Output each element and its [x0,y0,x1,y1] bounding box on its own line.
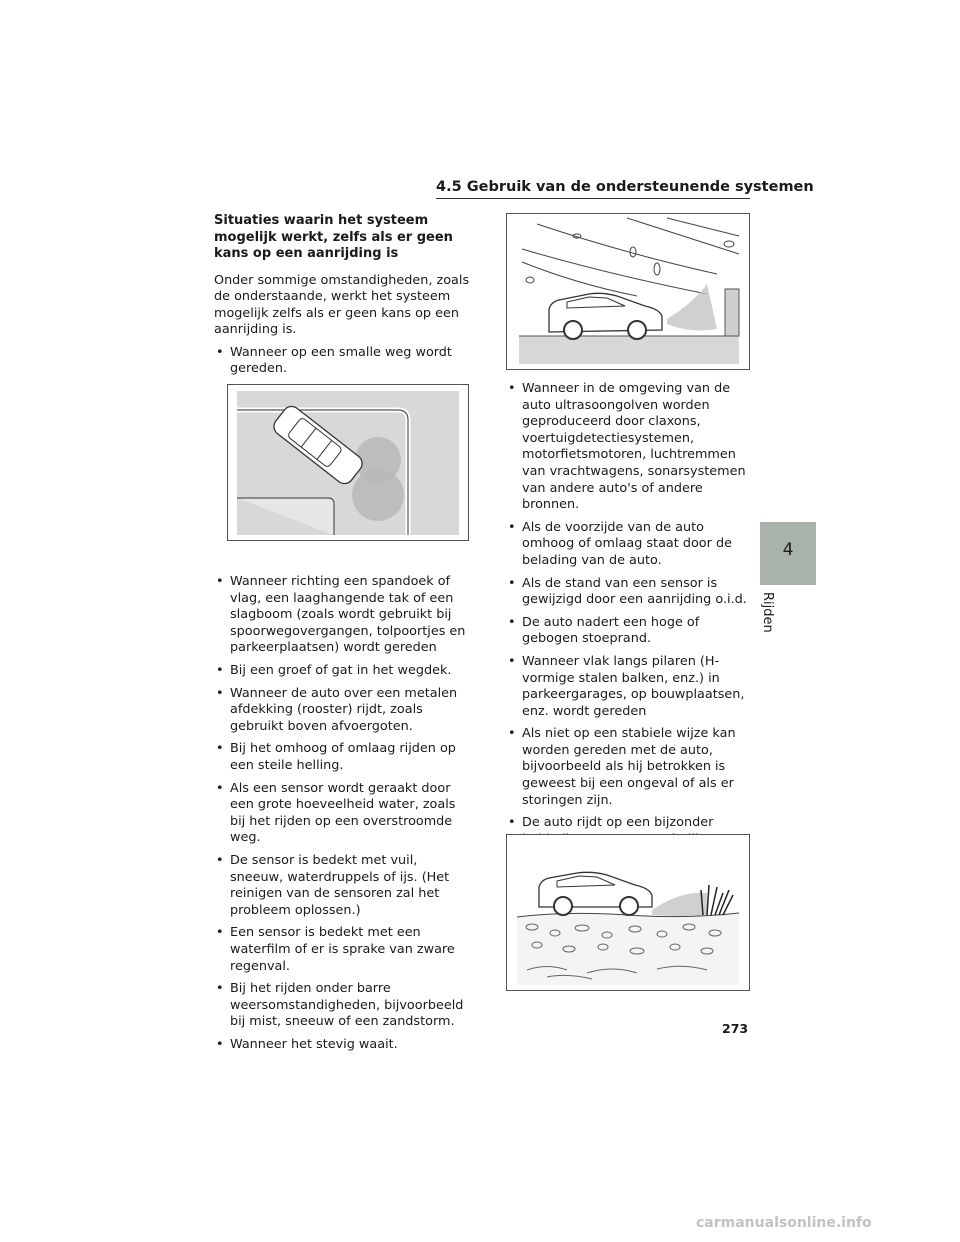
narrow-road-illustration [227,384,469,541]
list-item: • Wanneer in de omgeving van de auto ultrasoongolven worden geproduceerd door claxons, voertuigdetectiesystemen, motorfietsmotoren, luchtremmen van vrachtwagens, sonarsystemen van andere auto's of andere bronnen. [506,381,750,514]
list-item: • Een sensor is bedekt met een waterfilm of er is sprake van zware regenval. [214,925,470,975]
watermark: carmanualsonline.info [696,1215,872,1231]
car-icon [549,293,662,339]
car-icon [539,872,652,915]
list-item: • Als de stand van een sensor is gewijzigd door een aanrijding o.i.d. [506,576,750,609]
list-item: • Wanneer richting een spandoek of vlag, een laaghangende tak of een slagboom (zoals wordt gebruikt bij spoorwegovergangen, tolpoortjes en parkeerplaatsen) wordt gereden [214,574,470,657]
left-column [214,213,470,1060]
list-item: • Bij het rijden onder barre weersomstandigheden, bijvoorbeeld bij mist, sneeuw of een zandstorm. [214,981,470,1031]
chapter-label [760,592,780,652]
chapter-label-text: Rijden [760,592,775,633]
list-item: • De auto rijdt op een bijzonder [506,815,750,865]
list-item: • De sensor is bedekt met vuil, sneeuw, waterdruppels of ijs. (Het reinigen van de sensoren zal het probleem oplossen.) [214,853,470,919]
list-item: • Als de voorzijde van de auto omhoog of omlaag staat door de belading van de auto. [506,520,750,570]
intro-paragraph: Onder sommige omstandigheden, zoals de onderstaande, werkt het systeem mogelijk zelfs als er geen kans op een aanrijding is. [214,272,470,338]
gravel-road-illustration [506,834,750,991]
header-rule [436,198,750,199]
list-item: • Wanneer het stevig waait. [214,1037,470,1054]
section-heading: Situaties waarin het systeem mogelijk werkt, zelfs als er geen kans op een aanrijding is [214,213,453,261]
list-item: • Als een sensor wordt geraakt door een grote hoeveelheid water, zoals bij het rijden op een overstroomde weg. [214,781,470,847]
list-item: • Wanneer vlak langs pilaren (H-vormige stalen balken, enz.) in parkeergarages, op bouwplaatsen, enz. wordt gereden [506,654,750,720]
list-item: • Bij het omhoog of omlaag rijden op een steile helling. [214,741,470,774]
list-item: • De auto nadert een hoge of gebogen stoeprand. [506,615,750,648]
list-item: • Bij een groef of gat in het wegdek. [214,663,470,680]
list-item: • Wanneer de auto over een metalen afdekking (rooster) rijdt, zoals gebruikt boven afvoergoten. [214,686,470,736]
bullet-list-top [214,345,470,378]
chapter-number: 4 [782,540,794,560]
list-item: • Wanneer op een smalle weg wordt gereden. [214,345,470,378]
bullet-list-left [214,574,470,1053]
page-number: 273 [722,1021,749,1036]
list-item: • Als niet op een stabiele wijze kan worden gereden met de auto, bijvoorbeeld als hij betrokken is geweest bij een ongeval of als er storingen zijn. [506,726,750,809]
section-header: 4.5 Gebruik van de ondersteunende systemen [436,179,814,195]
windy-branches-illustration [506,213,750,370]
bullet-list-right [506,381,750,865]
right-column [506,381,750,871]
